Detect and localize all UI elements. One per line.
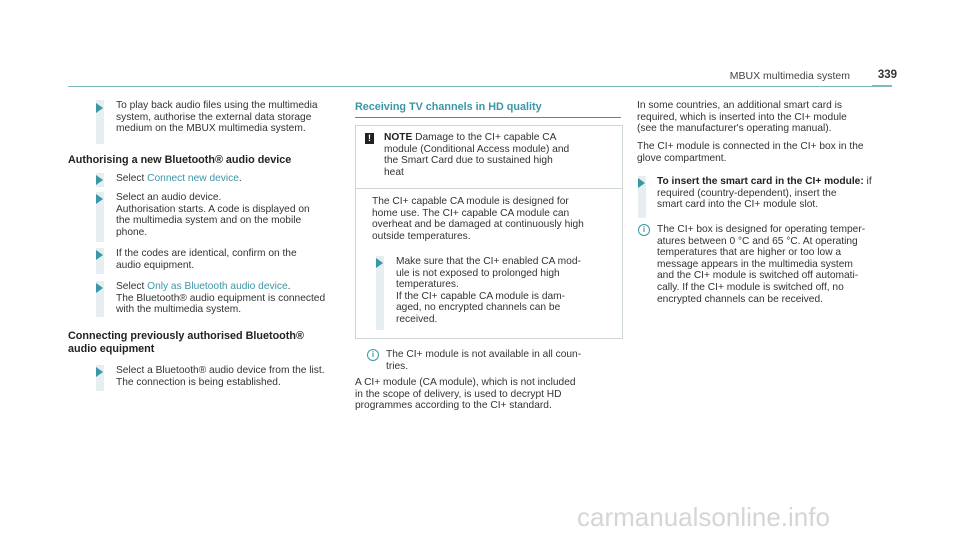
info-text: The CI+ module is not available in all coun- tries. — [386, 349, 582, 372]
info-icon: i — [638, 224, 650, 236]
page-number: 339 — [877, 69, 897, 81]
step-arrow-icon — [96, 194, 103, 204]
info-icon: i — [367, 349, 379, 361]
select-from-list-step: Select a Bluetooth® audio device from the list. The connection is being established. — [116, 365, 325, 388]
step-arrow-icon — [96, 103, 103, 113]
watermark: carmanualsonline.info — [577, 502, 830, 532]
note-action: Make sure that the CI+ enabled CA mod- ule is not exposed to prolonged high temperatures. If the CI+ capable CA module is dam- aged, no encrypted channels can be received. — [396, 256, 581, 325]
only-as-bluetooth-audio-device-link[interactable]: Only as Bluetooth audio device — [147, 281, 288, 292]
ci-box-paragraph: The CI+ module is connected in the CI+ box in the glove compartment. — [637, 141, 864, 164]
smart-card-paragraph: In some countries, an additional smart card is required, which is inserted into the CI+ module (see the manufacturer's operating manual). — [637, 100, 847, 135]
step-arrow-icon — [96, 250, 103, 260]
note-header: NOTE Damage to the CI+ capable CA module (Conditional Access module) and the Smart Card due to sustained high heat — [384, 132, 570, 178]
select-connect-step: Select Connect new device. — [116, 173, 242, 184]
connecting-heading: Connecting previously authorised Bluetooth® audio equipment — [68, 330, 304, 355]
warning-icon: ! — [365, 133, 374, 144]
step-arrow-icon — [376, 258, 383, 268]
step-arrow-icon — [96, 283, 103, 293]
codes-identical-step: If the codes are identical, confirm on the audio equipment. — [116, 248, 297, 271]
select-audio-step: Select an audio device. Authorisation starts. A code is displayed on the multimedia system and on the mobile phone. — [116, 192, 310, 238]
step-arrow-icon — [638, 178, 645, 188]
page-number-underline — [872, 85, 892, 87]
play-back-text: To play back audio files using the multimedia system, authorise the external data storage medium on the MBUX multimedia system. — [116, 100, 318, 135]
section-title: Receiving TV channels in HD quality — [355, 101, 542, 113]
step-arrow-icon — [96, 175, 103, 185]
ci-box-info-text: The CI+ box is designed for operating temper- atures between 0 °C and 65 °C. At operating temperatures that are higher or too low a message appears in the multimedia system and the CI+ module is switched off automati- cally. If the CI+ module is switched off, no encrypted channels can be received. — [657, 224, 866, 305]
step-arrow-icon — [96, 367, 103, 377]
authorising-heading: Authorising a new Bluetooth® audio device — [68, 154, 292, 166]
header-title: MBUX multimedia system — [729, 70, 850, 82]
connect-new-device-link[interactable]: Connect new device — [147, 173, 239, 184]
select-only-step: Select Only as Bluetooth audio device. The Bluetooth® audio equipment is connected with the multimedia system. — [116, 281, 326, 316]
ci-module-paragraph: A CI+ module (CA module), which is not included in the scope of delivery, is used to decrypt HD programmes according to the CI+ standard. — [355, 377, 576, 412]
insert-smart-card-step: To insert the smart card in the CI+ module: if required (country-dependent), insert the smart card into the CI+ module slot. — [657, 176, 872, 211]
note-divider — [355, 188, 623, 189]
note-body: The CI+ capable CA module is designed for home use. The CI+ capable CA module can overheat and be damaged at continuously high outside temperatures. — [372, 196, 584, 242]
header-rule — [68, 86, 892, 87]
section-rule — [355, 117, 621, 118]
